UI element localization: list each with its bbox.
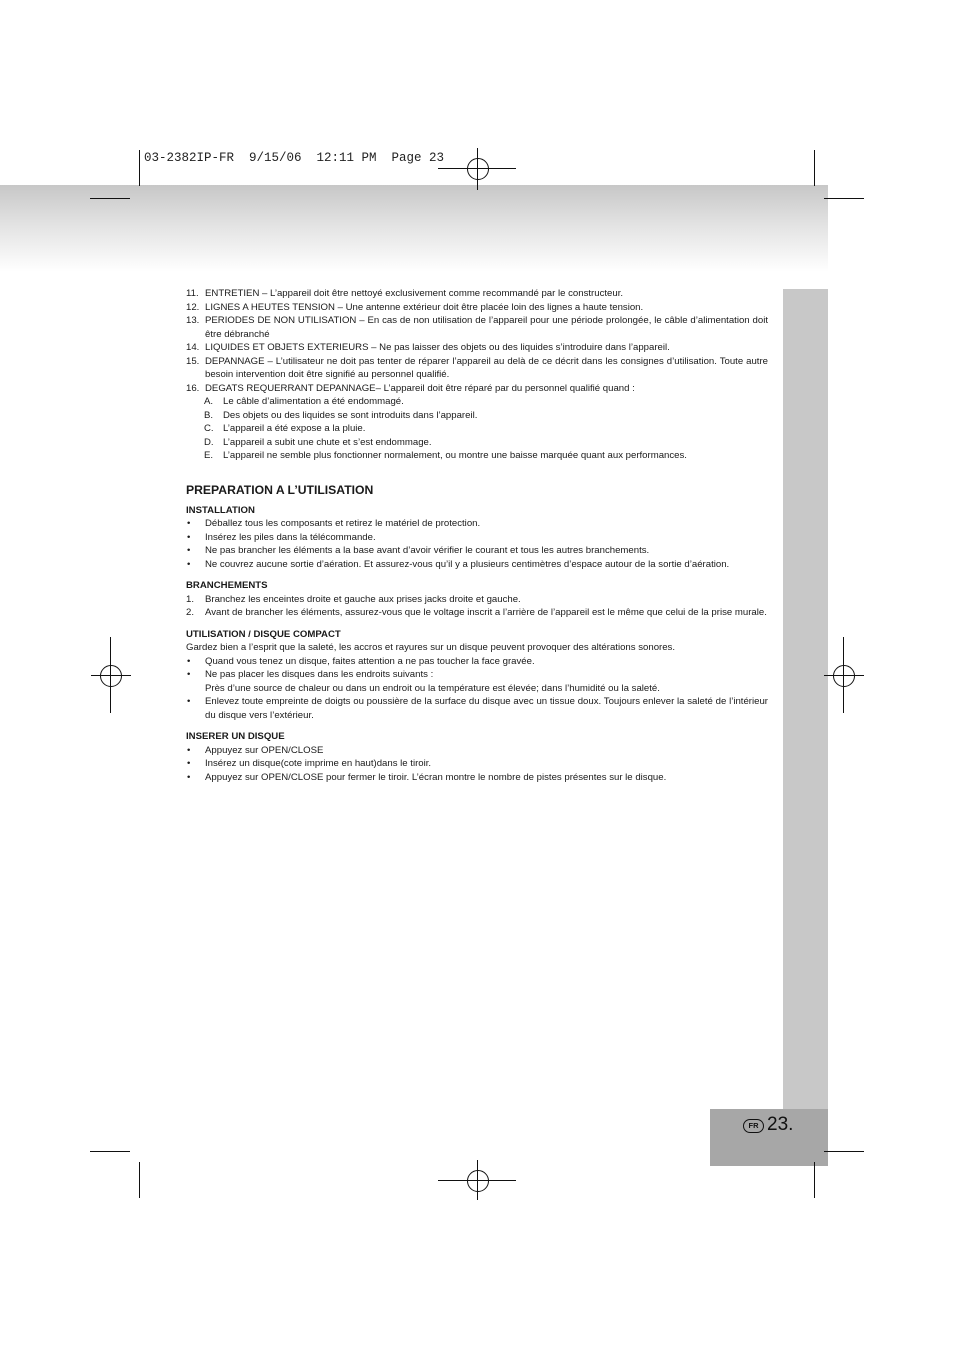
sub-list-item: C. L’appareil a été expose a la pluie. bbox=[204, 423, 366, 434]
bullet-item: • Quand vous tenez un disque, faites attention a ne pas toucher la face gravée. bbox=[187, 655, 535, 667]
bullet-continuation: Près d’une source de chaleur ou dans un endroit ou la température est élevée; dans l’humidité ou la saleté. bbox=[205, 682, 660, 694]
list-item: 11. ENTRETIEN – L’appareil doit être nettoyé exclusivement comme recommandé par le constructeur. bbox=[186, 288, 624, 299]
crop-mark bbox=[814, 1162, 815, 1198]
section-title: PREPARATION A L’UTILISATION bbox=[186, 482, 374, 497]
list-item: 12. LIGNES A HEUTES TENSION – Une antenne extérieur doit être placée loin des lignes a haute tension. bbox=[186, 301, 644, 313]
bullet-item: • Ne pas brancher les éléments a la base avant d’avoir vérifier le courant et tous les autres branchements. bbox=[187, 545, 650, 556]
list-item: 16. DEGATS REQUERRANT DEPANNAGE– L’appareil doit être réparé par du personnel qualifié quand : bbox=[186, 382, 635, 394]
bullet-item: • Ne pas placer les disques dans les endroits suivants : bbox=[187, 669, 434, 680]
list-item: 15. DEPANNAGE – L’utilisateur ne doit pas tenter de réparer l’appareil au delà de ce décrit dans les consignes d’utilisation. Toute autre besoin intervention doit être signifié au personnel qualifié. bbox=[186, 355, 768, 380]
sub-list-item: D. L’appareil a subit une chute et s’est endommage. bbox=[204, 436, 432, 448]
crop-mark bbox=[90, 1151, 130, 1152]
bullet-item: • Insérez les piles dans la télécommande. bbox=[187, 531, 376, 543]
sub-list-item: E. L’appareil ne semble plus fonctionner normalement, ou montre une baisse marquée quant aux performances. bbox=[204, 450, 687, 461]
subheading: UTILISATION / DISQUE COMPACT bbox=[186, 628, 341, 640]
subheading: INSERER UN DISQUE bbox=[186, 731, 285, 742]
list-item: 13. PERIODES DE NON UTILISATION – En cas de non utilisation de l’appareil pour une période prolongée, le câble d’alimentation doit être débranché bbox=[186, 315, 768, 340]
subheading: BRANCHEMENTS bbox=[186, 580, 268, 591]
list-item: 14. LIQUIDES ET OBJETS EXTERIEURS – Ne pas laisser des objets ou des liquides s’introduire dans l’appareil. bbox=[186, 342, 670, 353]
crop-mark bbox=[139, 150, 140, 186]
language-badge: FR bbox=[743, 1119, 764, 1133]
intro-paragraph: Gardez bien a l’esprit que la saleté, les accros et rayures sur un disque peuvent provoquer des altérations sonores. bbox=[186, 642, 676, 653]
bullet-item: • Enlevez toute empreinte de doigts ou poussière de la surface du disque avec un tissue doux. Toujours enlever la saleté de l’intérieur du disque vers l’extérieur. bbox=[187, 696, 768, 721]
branchements-section bbox=[186, 579, 768, 620]
list-item: 2. Avant de brancher les éléments, assurez-vous que le voltage inscrit a l’arrière de l’appareil est le même que celui de la prise murale. bbox=[186, 607, 767, 618]
bullet-item: • Appuyez sur OPEN/CLOSE pour fermer le tiroir. L’écran montre le nombre de pistes présentes sur le disque. bbox=[187, 771, 667, 783]
crop-mark bbox=[824, 198, 864, 199]
bullet-item: • Insérez un disque(cote imprime en haut)dans le tiroir. bbox=[187, 758, 432, 769]
crop-mark bbox=[824, 1151, 864, 1152]
page-number: 23. bbox=[767, 1114, 794, 1135]
inserer-section bbox=[186, 730, 768, 784]
bullet-item: • Appuyez sur OPEN/CLOSE bbox=[187, 744, 324, 756]
bullet-item: • Déballez tous les composants et retirez le matériel de protection. bbox=[187, 518, 481, 529]
crop-mark bbox=[139, 1162, 140, 1198]
bullet-item: • Ne couvrez aucune sortie d’aération. Et assurez-vous qu’il y a plusieurs centimètres d’espace autour de la sortie d’aération. bbox=[187, 558, 730, 570]
print-slug: 03-2382IP-FR 9/15/06 12:11 PM Page 23 bbox=[144, 151, 445, 165]
list-item: 1. Branchez les enceintes droite et gauche aux prises jacks droite et gauche. bbox=[186, 593, 521, 605]
crop-mark bbox=[814, 150, 815, 186]
crop-mark bbox=[90, 198, 130, 199]
manual-content bbox=[186, 287, 768, 784]
installation-section bbox=[186, 504, 768, 572]
disque-section bbox=[186, 628, 768, 723]
safety-list bbox=[186, 287, 768, 463]
side-tab bbox=[783, 289, 828, 1109]
subheading: INSTALLATION bbox=[186, 504, 255, 516]
sub-list-item: A. Le câble d’alimentation a été endommagé. bbox=[204, 396, 404, 407]
sub-list-item: B. Des objets ou des liquides se sont introduits dans l’appareil. bbox=[204, 409, 478, 421]
